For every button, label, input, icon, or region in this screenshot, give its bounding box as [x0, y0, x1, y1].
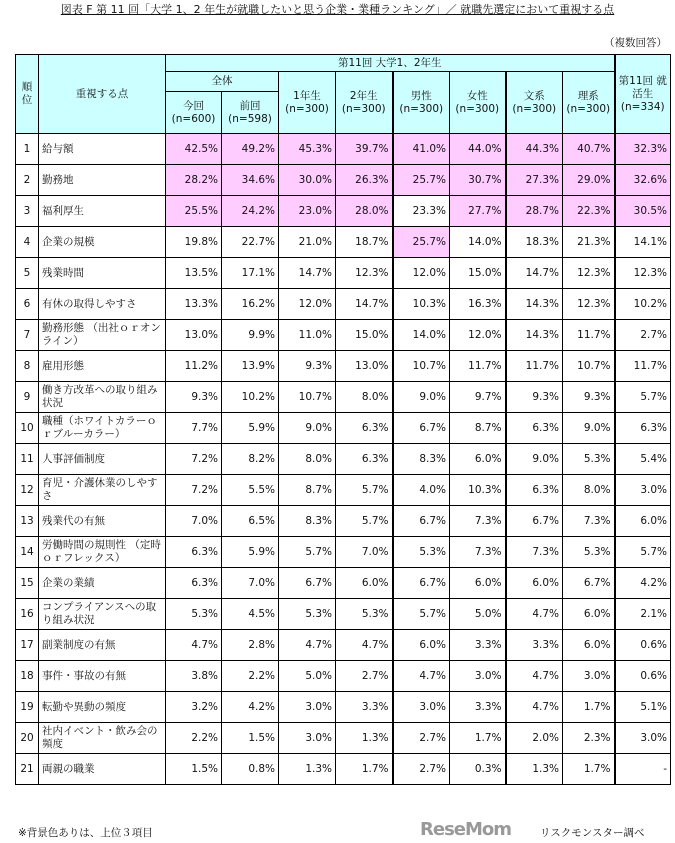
value-cell: 1.7% [336, 754, 393, 785]
rank-cell: 5 [16, 258, 39, 289]
value-cell: 9.9% [222, 320, 279, 351]
value-cell: 25.7% [393, 165, 450, 196]
value-cell: 4.5% [222, 599, 279, 630]
table-row [16, 568, 671, 599]
value-cell: 14.3% [506, 320, 563, 351]
table-row [16, 196, 671, 227]
value-cell: 3.2% [166, 692, 222, 723]
value-cell: 21.3% [563, 227, 615, 258]
value-cell: 24.2% [222, 196, 279, 227]
table-row [16, 320, 671, 351]
value-cell: 5.3% [279, 599, 336, 630]
item-cell: 残業時間 [39, 258, 166, 289]
rank-cell: 14 [16, 537, 39, 568]
value-cell: 2.8% [222, 630, 279, 661]
value-cell: 12.0% [279, 289, 336, 320]
value-cell: 2.3% [563, 723, 615, 754]
watermark-logo: ReseMom [420, 819, 512, 840]
value-cell: 4.7% [506, 599, 563, 630]
header-col: 今回 (n=600) [166, 92, 222, 134]
value-cell: - [615, 754, 671, 785]
value-cell: 12.0% [393, 258, 450, 289]
value-cell: 10.2% [615, 289, 671, 320]
rank-cell: 3 [16, 196, 39, 227]
value-cell: 6.0% [506, 568, 563, 599]
value-cell: 30.0% [279, 165, 336, 196]
value-cell: 14.1% [615, 227, 671, 258]
rank-cell: 21 [16, 754, 39, 785]
value-cell: 7.2% [166, 444, 222, 475]
value-cell: 27.3% [506, 165, 563, 196]
rank-cell: 7 [16, 320, 39, 351]
value-cell: 0.6% [615, 630, 671, 661]
rank-cell: 12 [16, 475, 39, 506]
value-cell: 6.5% [222, 506, 279, 537]
header-total: 全体 [166, 72, 279, 92]
value-cell: 7.0% [336, 537, 393, 568]
source-credit: リスクモンスター調べ [540, 827, 645, 839]
value-cell: 9.3% [563, 382, 615, 413]
value-cell: 4.7% [393, 661, 450, 692]
item-cell: 職種（ホワイトカラーｏｒブルーカラー） [39, 413, 166, 444]
item-cell: 給与額 [39, 134, 166, 165]
value-cell: 13.3% [166, 289, 222, 320]
value-cell: 2.7% [393, 723, 450, 754]
table-row [16, 382, 671, 413]
value-cell: 6.7% [563, 568, 615, 599]
value-cell: 27.7% [450, 196, 506, 227]
item-cell: 働き方改革への取り組み状況 [39, 382, 166, 413]
item-cell: 企業の業績 [39, 568, 166, 599]
value-cell: 22.7% [222, 227, 279, 258]
value-cell: 3.0% [279, 723, 336, 754]
value-cell: 26.3% [336, 165, 393, 196]
value-cell: 7.0% [166, 506, 222, 537]
value-cell: 12.0% [450, 320, 506, 351]
value-cell: 6.7% [506, 506, 563, 537]
value-cell: 5.4% [615, 444, 671, 475]
value-cell: 12.3% [336, 258, 393, 289]
value-cell: 4.7% [506, 661, 563, 692]
value-cell: 4.2% [615, 568, 671, 599]
value-cell: 9.3% [279, 351, 336, 382]
value-cell: 11.7% [506, 351, 563, 382]
value-cell: 6.0% [563, 599, 615, 630]
value-cell: 6.3% [336, 444, 393, 475]
rank-cell: 15 [16, 568, 39, 599]
table-row [16, 506, 671, 537]
header-col: 理系 (n=300) [563, 72, 615, 134]
value-cell: 32.6% [615, 165, 671, 196]
value-cell: 9.0% [563, 413, 615, 444]
value-cell: 8.3% [393, 444, 450, 475]
value-cell: 7.3% [450, 537, 506, 568]
value-cell: 5.7% [615, 382, 671, 413]
value-cell: 11.7% [563, 320, 615, 351]
value-cell: 5.9% [222, 537, 279, 568]
header-col: 1年生 (n=300) [279, 72, 336, 134]
value-cell: 5.3% [563, 444, 615, 475]
value-cell: 4.0% [393, 475, 450, 506]
header-group: 第11回 大学1、2年生 [166, 55, 615, 72]
value-cell: 28.7% [506, 196, 563, 227]
item-cell: 副業制度の有無 [39, 630, 166, 661]
item-cell: 残業代の有無 [39, 506, 166, 537]
item-cell: 福利厚生 [39, 196, 166, 227]
value-cell: 2.2% [222, 661, 279, 692]
value-cell: 4.7% [279, 630, 336, 661]
value-cell: 5.0% [450, 599, 506, 630]
header-item: 重視する点 [39, 55, 166, 134]
value-cell: 2.7% [615, 320, 671, 351]
value-cell: 23.3% [393, 196, 450, 227]
value-cell: 8.7% [279, 475, 336, 506]
value-cell: 17.1% [222, 258, 279, 289]
value-cell: 25.7% [393, 227, 450, 258]
value-cell: 3.0% [393, 692, 450, 723]
value-cell: 3.3% [506, 630, 563, 661]
value-cell: 4.2% [222, 692, 279, 723]
value-cell: 12.3% [615, 258, 671, 289]
value-cell: 5.7% [336, 506, 393, 537]
table-row [16, 661, 671, 692]
value-cell: 25.5% [166, 196, 222, 227]
value-cell: 4.7% [166, 630, 222, 661]
value-cell: 4.7% [336, 630, 393, 661]
header-rank: 順位 [16, 55, 39, 134]
table-row [16, 413, 671, 444]
value-cell: 3.3% [336, 692, 393, 723]
table-row [16, 723, 671, 754]
value-cell: 8.0% [279, 444, 336, 475]
value-cell: 6.0% [393, 630, 450, 661]
value-cell: 5.0% [279, 661, 336, 692]
rank-cell: 1 [16, 134, 39, 165]
header-col: 女性 (n=300) [450, 72, 506, 134]
item-cell: 労働時間の規則性 （定時ｏｒフレックス） [39, 537, 166, 568]
value-cell: 0.6% [615, 661, 671, 692]
rank-cell: 6 [16, 289, 39, 320]
value-cell: 9.7% [450, 382, 506, 413]
value-cell: 18.7% [336, 227, 393, 258]
table-row [16, 444, 671, 475]
value-cell: 2.7% [336, 661, 393, 692]
value-cell: 7.0% [222, 568, 279, 599]
value-cell: 9.3% [506, 382, 563, 413]
rank-cell: 10 [16, 413, 39, 444]
value-cell: 49.2% [222, 134, 279, 165]
value-cell: 5.7% [336, 475, 393, 506]
value-cell: 7.3% [506, 537, 563, 568]
value-cell: 8.0% [336, 382, 393, 413]
item-cell: 育児・介護休業のしやすさ [39, 475, 166, 506]
rank-cell: 2 [16, 165, 39, 196]
value-cell: 13.5% [166, 258, 222, 289]
value-cell: 6.3% [166, 537, 222, 568]
table-row [16, 754, 671, 785]
value-cell: 5.5% [222, 475, 279, 506]
value-cell: 13.0% [336, 351, 393, 382]
value-cell: 14.7% [506, 258, 563, 289]
table-row [16, 630, 671, 661]
item-cell: 有休の取得しやすさ [39, 289, 166, 320]
rank-cell: 19 [16, 692, 39, 723]
header-jobseekers: 第11回 就活生 (n=334) [615, 55, 671, 134]
value-cell: 45.3% [279, 134, 336, 165]
value-cell: 12.3% [563, 258, 615, 289]
value-cell: 42.5% [166, 134, 222, 165]
value-cell: 30.5% [615, 196, 671, 227]
value-cell: 6.0% [615, 506, 671, 537]
value-cell: 29.0% [563, 165, 615, 196]
item-cell: 勤務形態 （出社ｏｒオンライン） [39, 320, 166, 351]
footer-note: ※背景色ありは、上位３項目 [18, 827, 153, 839]
page-title: 図表 F 第 11 回「大学 1、2 年生が就職したいと思う企業・業種ランキング」／ 就職先選定において重視する点 [60, 3, 615, 16]
table-row [16, 599, 671, 630]
value-cell: 18.3% [506, 227, 563, 258]
table-row [16, 475, 671, 506]
value-cell: 1.7% [450, 723, 506, 754]
value-cell: 5.9% [222, 413, 279, 444]
item-cell: 両親の職業 [39, 754, 166, 785]
value-cell: 3.0% [563, 661, 615, 692]
value-cell: 9.0% [279, 413, 336, 444]
value-cell: 30.7% [450, 165, 506, 196]
item-cell: 雇用形態 [39, 351, 166, 382]
value-cell: 3.8% [166, 661, 222, 692]
header-col: 男性 (n=300) [393, 72, 450, 134]
value-cell: 2.2% [166, 723, 222, 754]
value-cell: 8.0% [563, 475, 615, 506]
value-cell: 7.2% [166, 475, 222, 506]
value-cell: 14.7% [336, 289, 393, 320]
value-cell: 2.1% [615, 599, 671, 630]
value-cell: 11.0% [279, 320, 336, 351]
value-cell: 15.0% [336, 320, 393, 351]
value-cell: 10.2% [222, 382, 279, 413]
rank-cell: 9 [16, 382, 39, 413]
multiple-answer-note: （複数回答） [604, 37, 667, 49]
value-cell: 6.3% [506, 413, 563, 444]
value-cell: 22.3% [563, 196, 615, 227]
value-cell: 6.7% [279, 568, 336, 599]
value-cell: 3.3% [450, 630, 506, 661]
value-cell: 15.0% [450, 258, 506, 289]
value-cell: 8.2% [222, 444, 279, 475]
value-cell: 32.3% [615, 134, 671, 165]
value-cell: 1.7% [563, 692, 615, 723]
value-cell: 9.0% [506, 444, 563, 475]
table-row [16, 258, 671, 289]
value-cell: 7.7% [166, 413, 222, 444]
value-cell: 2.7% [393, 754, 450, 785]
value-cell: 3.0% [615, 723, 671, 754]
value-cell: 6.3% [615, 413, 671, 444]
value-cell: 3.0% [450, 661, 506, 692]
item-cell: 社内イベント・飲み会の頻度 [39, 723, 166, 754]
value-cell: 34.6% [222, 165, 279, 196]
value-cell: 5.7% [393, 599, 450, 630]
value-cell: 3.3% [450, 692, 506, 723]
value-cell: 16.3% [450, 289, 506, 320]
value-cell: 11.7% [450, 351, 506, 382]
rank-cell: 11 [16, 444, 39, 475]
value-cell: 0.3% [450, 754, 506, 785]
rank-cell: 4 [16, 227, 39, 258]
value-cell: 6.3% [336, 413, 393, 444]
value-cell: 19.8% [166, 227, 222, 258]
value-cell: 1.3% [506, 754, 563, 785]
table-row [16, 134, 671, 165]
value-cell: 44.3% [506, 134, 563, 165]
table-row [16, 165, 671, 196]
table-row [16, 227, 671, 258]
value-cell: 6.0% [450, 444, 506, 475]
value-cell: 1.3% [336, 723, 393, 754]
value-cell: 28.2% [166, 165, 222, 196]
value-cell: 8.3% [279, 506, 336, 537]
value-cell: 21.0% [279, 227, 336, 258]
value-cell: 13.9% [222, 351, 279, 382]
value-cell: 6.3% [166, 568, 222, 599]
value-cell: 23.0% [279, 196, 336, 227]
value-cell: 5.3% [166, 599, 222, 630]
value-cell: 6.0% [336, 568, 393, 599]
value-cell: 6.3% [506, 475, 563, 506]
table-row [16, 692, 671, 723]
value-cell: 6.7% [393, 568, 450, 599]
item-cell: 転勤や異動の頻度 [39, 692, 166, 723]
value-cell: 1.7% [563, 754, 615, 785]
rank-cell: 16 [16, 599, 39, 630]
value-cell: 3.0% [615, 475, 671, 506]
value-cell: 6.7% [393, 413, 450, 444]
header-col: 前回 (n=598) [222, 92, 279, 134]
value-cell: 9.3% [166, 382, 222, 413]
table-row [16, 537, 671, 568]
value-cell: 14.0% [450, 227, 506, 258]
header-col: 文系 (n=300) [506, 72, 563, 134]
value-cell: 40.7% [563, 134, 615, 165]
table-row [16, 351, 671, 382]
value-cell: 10.7% [393, 351, 450, 382]
rank-cell: 13 [16, 506, 39, 537]
header-col: 2年生 (n=300) [336, 72, 393, 134]
value-cell: 7.3% [450, 506, 506, 537]
value-cell: 4.7% [506, 692, 563, 723]
value-cell: 41.0% [393, 134, 450, 165]
value-cell: 13.0% [166, 320, 222, 351]
value-cell: 6.0% [450, 568, 506, 599]
value-cell: 1.5% [166, 754, 222, 785]
value-cell: 12.3% [563, 289, 615, 320]
value-cell: 10.3% [393, 289, 450, 320]
value-cell: 5.3% [393, 537, 450, 568]
table-row [16, 289, 671, 320]
value-cell: 10.7% [563, 351, 615, 382]
rank-cell: 18 [16, 661, 39, 692]
rank-cell: 17 [16, 630, 39, 661]
value-cell: 5.3% [563, 537, 615, 568]
value-cell: 0.8% [222, 754, 279, 785]
value-cell: 6.0% [563, 630, 615, 661]
value-cell: 44.0% [450, 134, 506, 165]
value-cell: 11.7% [615, 351, 671, 382]
value-cell: 11.2% [166, 351, 222, 382]
value-cell: 10.7% [279, 382, 336, 413]
value-cell: 5.3% [336, 599, 393, 630]
value-cell: 14.7% [279, 258, 336, 289]
value-cell: 5.1% [615, 692, 671, 723]
ranking-table [15, 54, 671, 785]
value-cell: 8.7% [450, 413, 506, 444]
value-cell: 9.0% [393, 382, 450, 413]
value-cell: 6.7% [393, 506, 450, 537]
value-cell: 14.0% [393, 320, 450, 351]
item-cell: 企業の規模 [39, 227, 166, 258]
value-cell: 10.3% [450, 475, 506, 506]
value-cell: 28.0% [336, 196, 393, 227]
value-cell: 39.7% [336, 134, 393, 165]
value-cell: 1.5% [222, 723, 279, 754]
value-cell: 5.7% [615, 537, 671, 568]
value-cell: 2.0% [506, 723, 563, 754]
value-cell: 5.7% [279, 537, 336, 568]
value-cell: 14.3% [506, 289, 563, 320]
value-cell: 1.3% [279, 754, 336, 785]
item-cell: 勤務地 [39, 165, 166, 196]
item-cell: 人事評価制度 [39, 444, 166, 475]
value-cell: 7.3% [563, 506, 615, 537]
value-cell: 3.0% [279, 692, 336, 723]
rank-cell: 8 [16, 351, 39, 382]
item-cell: 事件・事故の有無 [39, 661, 166, 692]
value-cell: 16.2% [222, 289, 279, 320]
item-cell: コンプライアンスへの取り組み状況 [39, 599, 166, 630]
rank-cell: 20 [16, 723, 39, 754]
